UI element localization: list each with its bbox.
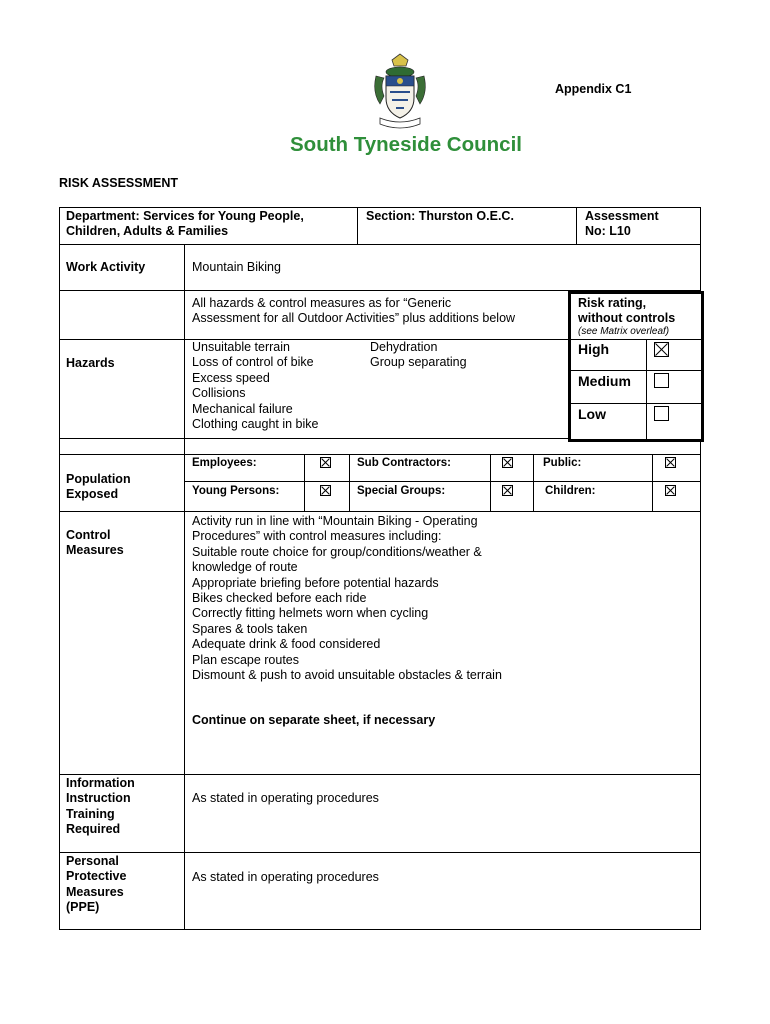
- department-field: Department: Services for Young People, Children, Adults & Families: [66, 209, 304, 239]
- population-public-label: Public:: [543, 457, 582, 469]
- hazards-list-col2: [370, 340, 467, 371]
- hazards-intro: All hazards & control measures as for “Generic Assessment for all Outdoor Activities” plus additions below: [192, 296, 516, 326]
- information-value: As stated in operating procedures: [192, 791, 379, 805]
- control-line: Bikes checked before each ride: [192, 591, 367, 606]
- risk-rating-note: (see Matrix overleaf): [578, 326, 670, 337]
- hazard-item: Group separating: [370, 355, 467, 370]
- population-children-label: Children:: [545, 485, 596, 497]
- risk-level-high-label: High: [578, 341, 610, 357]
- risk-level-medium-label: Medium: [578, 373, 631, 389]
- control-measures-label: Control Measures: [66, 528, 124, 558]
- population-subcontractors-label: Sub Contractors:: [357, 457, 451, 469]
- population-special-groups-label: Special Groups:: [357, 485, 446, 497]
- risk-level-high-checkbox[interactable]: [654, 342, 669, 357]
- work-activity-label: Work Activity: [66, 260, 146, 274]
- population-label: Population Exposed: [66, 472, 131, 502]
- hazard-item: Clothing caught in bike: [192, 417, 319, 432]
- continue-note: Continue on separate sheet, if necessary: [192, 713, 436, 727]
- hazard-item: Excess speed: [192, 370, 270, 385]
- risk-level-low-label: Low: [578, 406, 606, 422]
- document-title: RISK ASSESSMENT: [59, 176, 179, 190]
- work-activity-value: Mountain Biking: [192, 260, 281, 274]
- control-measures-text: [192, 514, 502, 683]
- hazards-list-col1: [192, 340, 318, 432]
- control-line: Appropriate briefing before potential hazards: [192, 575, 439, 590]
- hazard-item: Unsuitable terrain: [192, 340, 290, 354]
- control-line: Correctly fitting helmets worn when cycling: [192, 606, 429, 621]
- control-line: knowledge of route: [192, 560, 298, 575]
- risk-level-low-checkbox[interactable]: [654, 406, 669, 421]
- hazard-item: Mechanical failure: [192, 401, 293, 416]
- population-employees-checkbox[interactable]: [320, 457, 331, 468]
- population-special-groups-checkbox[interactable]: [502, 485, 513, 496]
- control-line: Activity run in line with “Mountain Biking - Operating: [192, 514, 478, 528]
- control-line: Adequate drink & food considered: [192, 637, 381, 652]
- population-public-checkbox[interactable]: [665, 457, 676, 468]
- council-crest-logo: [370, 52, 430, 132]
- control-line: Procedures” with control measures including:: [192, 529, 442, 544]
- risk-rating-title: Risk rating, without controls: [578, 296, 676, 326]
- section-field: Section: Thurston O.E.C.: [366, 209, 514, 223]
- population-young-persons-label: Young Persons:: [192, 485, 280, 497]
- control-line: Spares & tools taken: [192, 621, 308, 636]
- hazard-item: Collisions: [192, 386, 246, 401]
- population-employees-label: Employees:: [192, 457, 257, 469]
- control-line: Dismount & push to avoid unsuitable obstacles & terrain: [192, 668, 502, 683]
- ppe-value: As stated in operating procedures: [192, 870, 379, 884]
- hazards-label: Hazards: [66, 356, 115, 370]
- population-subcontractors-checkbox[interactable]: [502, 457, 513, 468]
- population-children-checkbox[interactable]: [665, 485, 676, 496]
- appendix-label: Appendix C1: [555, 82, 632, 96]
- ppe-label: Personal Protective Measures (PPE): [66, 854, 127, 915]
- control-line: Suitable route choice for group/conditions/weather &: [192, 544, 482, 559]
- population-young-persons-checkbox[interactable]: [320, 485, 331, 496]
- hazard-item: Loss of control of bike: [192, 355, 314, 370]
- council-name: South Tyneside Council: [290, 133, 522, 156]
- control-line: Plan escape routes: [192, 652, 300, 667]
- assessment-number: Assessment No: L10: [585, 209, 659, 239]
- hazard-item: Dehydration: [370, 340, 438, 354]
- risk-level-medium-checkbox[interactable]: [654, 373, 669, 388]
- information-label: Information Instruction Training Required: [66, 776, 135, 837]
